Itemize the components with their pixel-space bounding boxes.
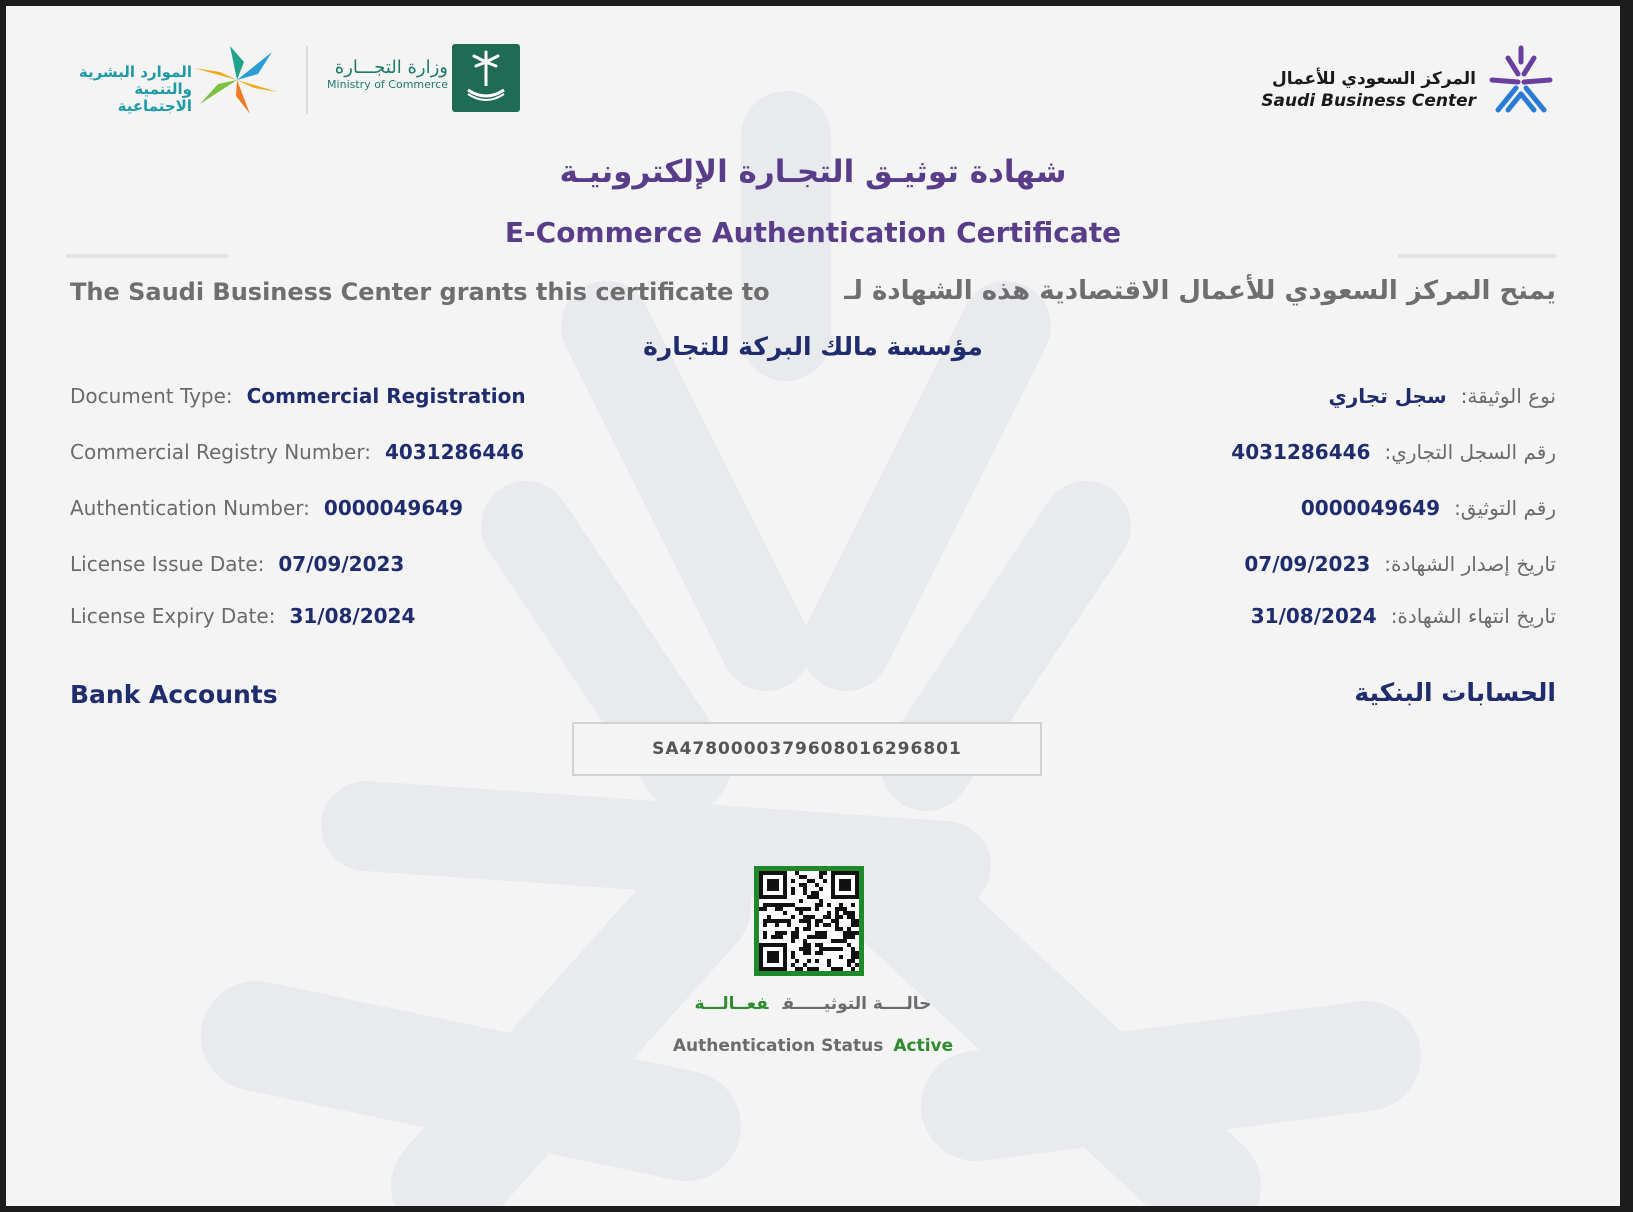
sbc-logo-text (1246, 68, 1476, 112)
bank-accounts-title-en: Bank Accounts (70, 680, 278, 709)
qr-code[interactable] (754, 866, 864, 976)
detail-value: 0000049649 (323, 496, 464, 520)
expiry-date-row-en (70, 604, 415, 628)
detail-value: 31/08/2024 (1250, 604, 1377, 628)
detail-value: 4031286446 (1231, 440, 1371, 464)
expiry-date-row-ar (1251, 604, 1556, 628)
authentication-status-en (6, 1036, 1620, 1056)
detail-label: Authentication Number: (70, 496, 310, 520)
registry-number-row-ar (1231, 440, 1556, 464)
certificate-title-ar: شهادة توثيـق التجـارة الإلكترونيـة (559, 154, 1067, 190)
detail-label: رقم السجل التجاري: (1384, 440, 1556, 464)
divider-right (1398, 254, 1556, 258)
certificate-page (6, 6, 1620, 1206)
document-type-row-ar (1328, 384, 1556, 408)
detail-value: سجل تجاري (1328, 384, 1447, 408)
detail-label: Document Type: (70, 384, 233, 408)
document-type-row-en (70, 384, 526, 408)
detail-value: 31/08/2024 (289, 604, 416, 628)
authentication-status-ar (6, 994, 1620, 1014)
sbc-logo-en: Saudi Business Center (1261, 91, 1476, 111)
authentication-number-row-en (70, 496, 463, 520)
issue-date-row-en (70, 552, 404, 576)
certificate-title-en: E-Commerce Authentication Certificate (504, 216, 1122, 249)
hrsd-logo (62, 44, 302, 116)
detail-label: License Issue Date: (70, 552, 265, 576)
registry-number-row-en (70, 440, 524, 464)
hrsd-logo-line2: والتنمية الاجتماعية (117, 80, 192, 115)
detail-value: 4031286446 (384, 440, 525, 464)
qr-code-icon (759, 871, 859, 971)
issue-date-row-ar (1244, 552, 1556, 576)
detail-value: Commercial Registration (246, 384, 526, 408)
status-label-ar: حالــــة التوثيـــــق (782, 994, 932, 1014)
detail-label: نوع الوثيقة: (1460, 384, 1556, 408)
sbc-logo-ar: المركز السعودي للأعمال (1272, 69, 1476, 89)
detail-label: رقم التوثيق: (1454, 496, 1556, 520)
detail-value: 0000049649 (1300, 496, 1441, 520)
hrsd-logo-line1: الموارد البشرية (78, 63, 192, 81)
hrsd-star-icon (192, 44, 282, 116)
divider-left (66, 254, 228, 258)
moc-logo-ar: وزارة التجـــارة (334, 57, 448, 78)
detail-label: تاريخ انتهاء الشهادة: (1390, 604, 1556, 628)
iban-field[interactable]: SA4780000379608016296801 (572, 722, 1042, 776)
bank-accounts-title-ar: الحسابات البنكية (1354, 678, 1556, 707)
saudi-emblem-icon (452, 44, 520, 112)
status-label-en: Authentication Status (672, 1036, 884, 1056)
entity-name: مؤسسة مالك البركة للتجارة (643, 332, 983, 361)
moc-logo-en: Ministry of Commerce (327, 78, 448, 91)
sbc-logo-icon (1484, 44, 1558, 116)
detail-label: Commercial Registry Number: (70, 440, 371, 464)
detail-label: License Expiry Date: (70, 604, 276, 628)
grant-text-en: The Saudi Business Center grants this certificate to (70, 278, 770, 306)
detail-value: 07/09/2023 (1244, 552, 1371, 576)
grant-text-ar: يمنح المركز السعودي للأعمال الاقتصادية هذه الشهادة لـ (844, 276, 1556, 306)
status-value-en: Active (893, 1036, 954, 1056)
detail-value: 07/09/2023 (278, 552, 405, 576)
logo-divider (306, 46, 308, 114)
authentication-number-row-ar (1301, 496, 1556, 520)
detail-label: تاريخ إصدار الشهادة: (1384, 552, 1556, 576)
moc-logo-text (316, 58, 448, 91)
status-value-ar: فعــالـــة (694, 994, 769, 1014)
